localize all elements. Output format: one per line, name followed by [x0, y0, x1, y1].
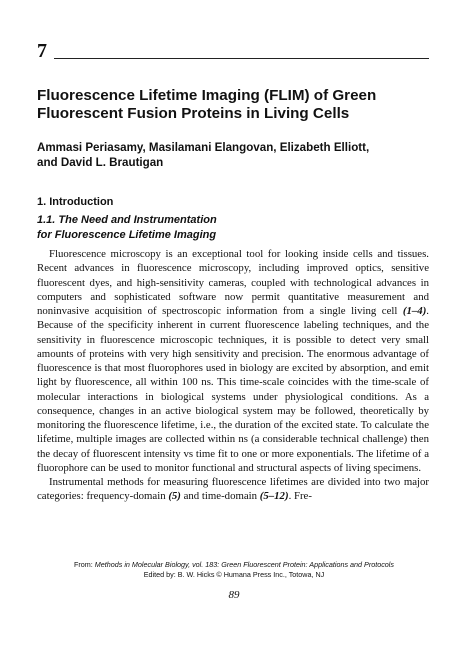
body-text	[37, 247, 429, 504]
paragraph-text: Fluorescence microscopy is an exceptional tool for looking inside cells and tissues. Recent advances in fluorescence microscopy, including improved optics, sensitive fluorescent dyes, and high-sensitivity cameras, coupled with technological advances in computers and sophisticated software now permit quantitative measurement and noninvasive acquisition of spectroscopic information from a single living cell	[37, 248, 429, 317]
citation: (1–4)	[402, 305, 427, 317]
source-footnote	[30, 560, 438, 580]
paragraph-text: Instrumental methods for measuring fluorescence lifetimes are divided into two major categories: frequency-domain	[37, 476, 429, 503]
author-line: and David L. Brautigan	[37, 156, 164, 169]
chapter-title-line: Fluorescence Lifetime Imaging (FLIM) of Green	[37, 87, 377, 104]
paragraph-text: and time-domain	[180, 490, 260, 503]
chapter-title-line: Fluorescent Fusion Proteins in Living Cells	[37, 105, 350, 122]
paragraph-text: . Fre-	[288, 490, 312, 503]
chapter-number: 7	[37, 40, 47, 62]
paragraph	[37, 475, 429, 504]
chapter-title	[37, 87, 437, 123]
footnote-line: Edited by: B. W. Hicks © Humana Press Inc., Totowa, NJ	[143, 570, 325, 579]
section-heading: 1. Introduction	[37, 196, 114, 208]
footnote-source: Methods in Molecular Biology, vol. 183: Green Fluorescent Protein: Applications and Protocols	[94, 560, 394, 569]
paragraph-text: . Because of the specificity inherent in current fluorescence labeling techniques, and the sensitivity in fluorescence microscopic techniques, it is possible to detect very small amounts of proteins with very high sensitivity and precision. The enormous advantage of fluorescence is that most fluorophores used in biology are excited by absorption, and emit light by fluorescence, all within 100 ns. This time-scale coincides with the time-scale of molecular interactions in biological systems under physiological conditions. As a consequence, changes in an active biological system may be followed, theoretically by monitoring the fluorescence lifetime, i.e., the duration of the excited state. To calculate the lifetime, multiple images are collected within ns (a considerable technical challenge) then the decay of fluorescent intensity vs time fit to one or more exponentials. The lifetime of a fluorophore can be used to monitor functional and structural aspects of living specimens.	[37, 305, 429, 474]
author-list	[37, 140, 437, 170]
paragraph	[37, 247, 429, 475]
citation: (5)	[168, 490, 181, 503]
subsection-heading-line: for Fluorescence Lifetime Imaging	[37, 228, 217, 241]
footnote-line	[30, 560, 438, 570]
subsection-heading	[37, 213, 437, 242]
page-number: 89	[228, 589, 240, 601]
chapter-rule	[54, 58, 429, 59]
author-line: Ammasi Periasamy, Masilamani Elangovan, Elizabeth Elliott,	[37, 141, 370, 154]
subsection-heading-line: 1.1. The Need and Instrumentation	[37, 214, 217, 226]
footnote-prefix: From:	[73, 560, 95, 569]
citation: (5–12)	[259, 490, 289, 503]
